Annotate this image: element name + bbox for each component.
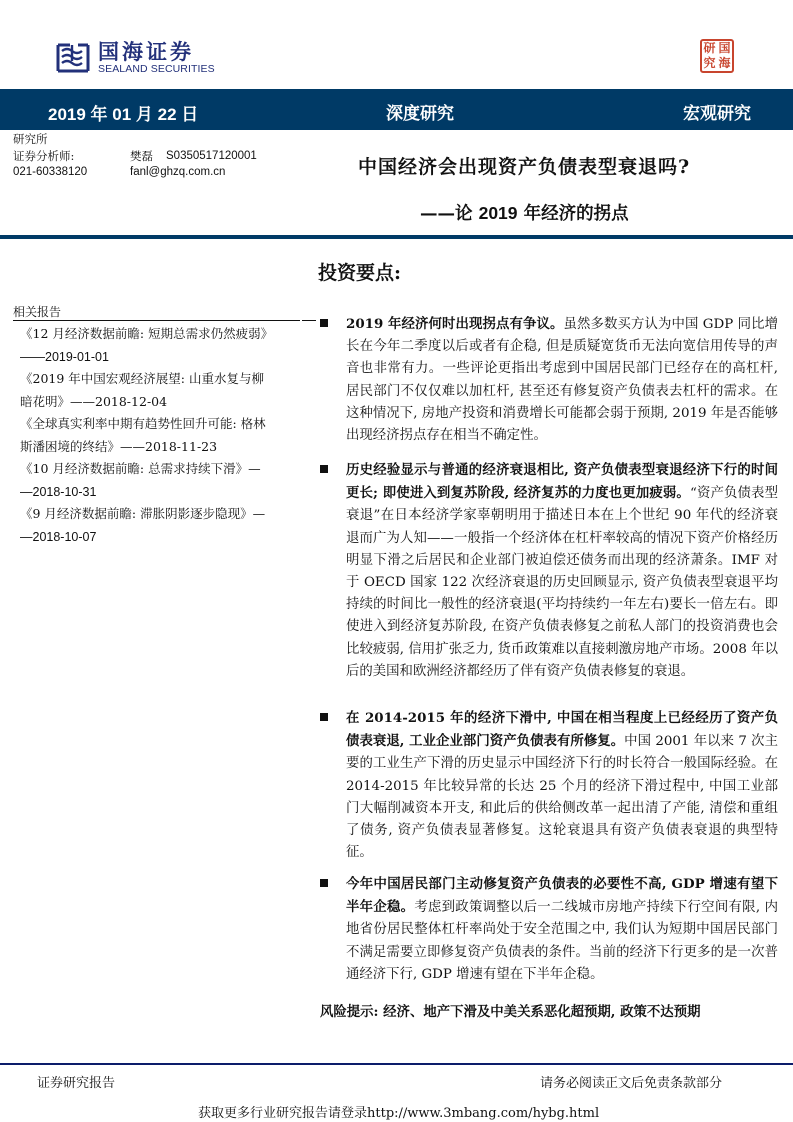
related-reports-heading: 相关报告 xyxy=(13,305,62,319)
column-connector-line xyxy=(302,320,316,321)
seal-char: 海 xyxy=(718,56,731,70)
key-point-headline: 历史经验显示与普通的经济衰退相比, 资产负债表型衰退经济下行的时间更长; 即使进入到复苏阶段, 经济复苏的力度也更加疲弱。 xyxy=(346,462,778,502)
key-points-heading: 投资要点: xyxy=(318,262,402,284)
bullet-square-icon xyxy=(320,319,328,327)
subtitle-prefix: ——论 xyxy=(420,204,479,224)
related-report-line[interactable]: 斯潘困境的终结》——2018-11-23 xyxy=(20,438,218,454)
logo-english-name: SEALAND SECURITIES xyxy=(98,63,215,75)
subtitle-suffix: 年经济的拐点 xyxy=(517,204,629,224)
analyst-phone: 021-60338120 xyxy=(13,166,88,178)
related-report-line[interactable]: 暗花明》——2018-12-04 xyxy=(20,393,168,409)
key-point-text xyxy=(346,707,778,864)
footer-disclaimer-note: 请务必阅读正文后免责条款部分 xyxy=(540,1076,723,1091)
company-logo xyxy=(56,40,215,76)
title-divider xyxy=(0,235,793,239)
related-report-line[interactable]: 《10 月经济数据前瞻: 总需求持续下滑》— xyxy=(20,461,261,476)
related-report-line[interactable]: 《9 月经济数据前瞻: 滞胀阴影逐步隐现》— xyxy=(20,506,266,521)
footer-url-line[interactable]: 获取更多行业研究报告请登录http://www.3mbang.com/hybg.html xyxy=(198,1106,600,1121)
related-report-date: —2018-10-07 xyxy=(20,529,97,544)
related-reports-list xyxy=(20,323,302,548)
footer-left-label: 证券研究报告 xyxy=(37,1076,116,1091)
research-seal-stamp xyxy=(700,39,734,73)
seal-char: 国 xyxy=(718,41,731,55)
analyst-email[interactable]: fanl@ghzq.com.cn xyxy=(130,166,226,178)
risk-warning: 风险提示: 经济、地产下滑及中美关系恶化超预期, 政策不达预期 xyxy=(320,1004,701,1020)
analyst-name: 樊磊 xyxy=(130,149,153,163)
analyst-role-label: 证券分析师: xyxy=(13,149,75,163)
bullet-square-icon xyxy=(320,879,328,887)
bullet-square-icon xyxy=(320,465,328,473)
report-type: 深度研究 xyxy=(386,104,454,124)
related-reports-divider xyxy=(13,320,300,321)
key-point-text xyxy=(346,313,778,447)
related-report-line[interactable]: 《全球真实利率中期有趋势性回升可能: 格林 xyxy=(20,416,266,431)
report-subtitle xyxy=(420,200,629,225)
bullet-square-icon xyxy=(320,713,328,721)
key-point-body: 中国 2001 年以来 7 次主要的工业生产下滑的历史显示中国经济下行的时长符合一般国际经验。在 2014-2015 年比较异常的长达 25 个月的经济下滑过程中, 中国工业部门大幅削减资本开支, 和此后的供给侧改革一起出清了产能, 清偿和重组了债务, 资产负债表显著修复。这轮衰退具有资产负债表衰退的典型特征。 xyxy=(346,734,778,861)
sealand-wave-logo-icon xyxy=(56,41,90,75)
report-title: 中国经济会出现资产负债表型衰退吗? xyxy=(358,156,691,178)
footer-divider xyxy=(0,1063,793,1065)
key-point-text xyxy=(346,873,778,986)
related-report-date: —2018-10-31 xyxy=(20,484,97,499)
analyst-license: S0350517120001 xyxy=(166,150,257,162)
key-point-body: 虽然多数买方认为中国 GDP 同比增长在今年二季度以后或者有企稳, 但是质疑宽货币无法向宽信用传导的声音也非常有力。一些评论更指出考虑到中国居民部门已经存在的高杠杆, 居民部门不仅仅难以加杠杆, 甚至还有修复资产负债表去杠杆的需求。在这种情况下, 房地产投资和消费增长可能都会弱于预期, 2019 年是否能够出现经济拐点存在相当不确定性。 xyxy=(346,317,778,444)
seal-char: 研 xyxy=(703,41,716,55)
report-sector: 宏观研究 xyxy=(683,104,751,124)
institute-label: 研究所 xyxy=(13,132,48,146)
report-date: 2019 年 01 月 22 日 xyxy=(48,105,199,124)
key-point-headline: 在 2014-2015 年的经济下滑中, 中国在相当程度上已经经历了资产负债表衰退, 工业企业部门资产负债表有所修复。 xyxy=(346,710,778,750)
key-point-headline: 今年中国居民部门主动修复资产负债表的必要性不高, GDP 增速有望下半年企稳。 xyxy=(346,876,778,916)
key-point-text xyxy=(346,459,778,683)
related-report-line[interactable]: 《2019 年中国宏观经济展望: 山重水复与柳 xyxy=(20,371,264,386)
key-point-headline: 2019 年经济何时出现拐点有争议。 xyxy=(346,316,564,332)
related-report-date: ——2019-01-01 xyxy=(20,349,109,364)
seal-char: 究 xyxy=(703,56,716,70)
logo-chinese-name: 国海证券 xyxy=(98,40,194,64)
key-point-body: 考虑到政策调整以后一二线城市房地产持续下行空间有限, 内地省份居民整体杠杆率尚处于安全范围之中, 我们认为短期中国居民部门不满足需要立即修复资产负债表的条件。当前的经济下行更多的是一次普通经济下行, GDP 增速有望在下半年企稳。 xyxy=(346,900,779,982)
key-point-body: “资产负债表型衰退”在日本经济学家辜朝明用于描述日本在上个世纪 90 年代的经济衰退而广为人知——一般指一个经济体在杠杆率较高的情况下资产价格经历明显下滑之后居民和企业部门被迫偿还债务而出现的经济萧条。IMF 对于 OECD 国家 122 次经济衰退的历史回顾显示, 资产负债表型衰退平均持续的时间比一般性的经济衰退(平均持续约一年左右)要长一倍左右。即使进入到经济复苏阶段, 在资产负债表修复之前私人部门的投资消费也会比较疲弱, 信用扩张乏力, 货币政策难以直接刺激房地产市场。2008 年以后的美国和欧洲经济都经历了伴有资产负债表修复的衰退。 xyxy=(346,486,778,679)
subtitle-year: 2019 xyxy=(478,203,518,223)
related-report-line[interactable]: 《12 月经济数据前瞻: 短期总需求仍然疲弱》 xyxy=(20,326,274,341)
